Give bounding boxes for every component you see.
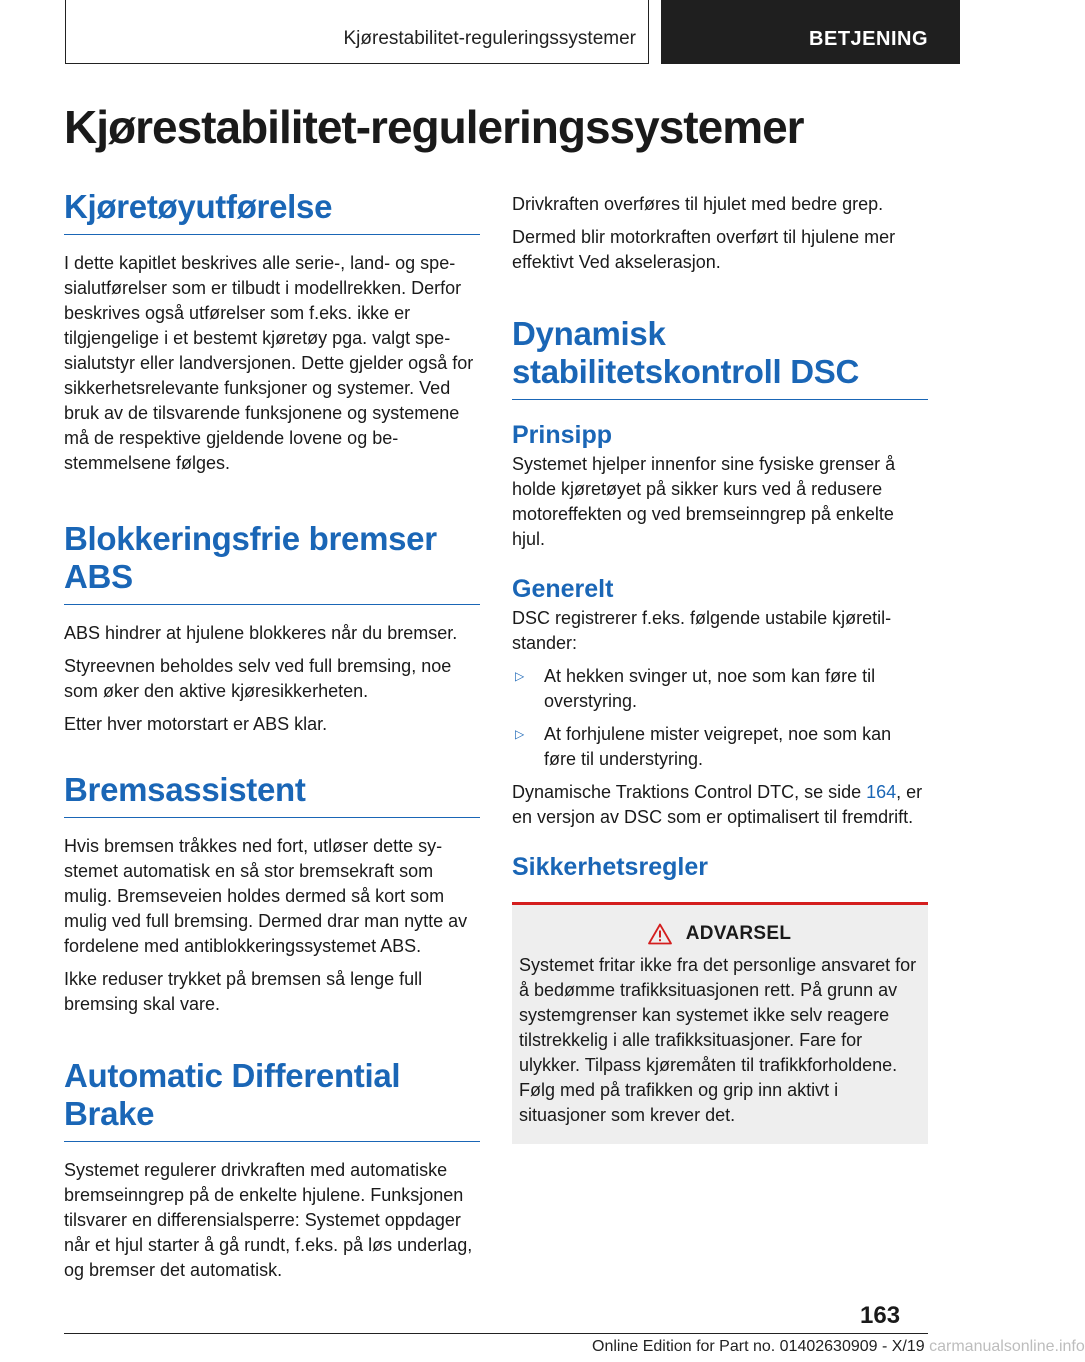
paragraph-traction-2: Dermed blir motorkraften overført til hjulene mer effektivt Ved akselerasjon. [512,227,896,272]
warning-triangle-icon [648,923,672,945]
heading-adb: Automatic Differential Brake [64,1057,480,1142]
heading-abs: Blokkeringsfrie bremser ABS [64,520,480,605]
page-link-164[interactable]: 164 [866,782,897,802]
heading-dsc: Dynamisk stabilitetskontroll DSC [512,315,928,400]
paragraph-vehicle-equipment: I dette kapitlet beskrives alle serie-, land- og spesialutførelser som er tilbudt i modellrekken. Derfor beskrives også utførelser som f.eks. ikke er tilgjengelige i et bestemt kjøretøy pga. valgt spesialutstyr eller landversjonen. Dette gjelder også for sikkerhetsrelevante funksjoner og systemer. Ved bruk av de tilsvarende funksjonene og systemene må de respektive gjeldende lovene og bestemmelsene følges. [64,253,474,473]
warning-title: ADVARSEL [685,923,792,944]
paragraph-brake-assist-1: Hvis bremsen tråkkes ned fort, utløser dette systemet automatisk en så stor bremsekraft som mulig. Bremseveien holdes dermed så kort som mulig ved full bremsing. Dermed drar man nytte av fordelene med antiblokkeringssystemet ABS. [64,836,468,956]
paragraph-abs-3: Etter hver motorstart er ABS klar. [64,714,328,734]
header-chapter-title: BETJENING [809,28,928,50]
paragraph-general: DSC registrerer f.eks. følgende ustabile kjøretilstander: [512,608,892,653]
footer-rule [64,1333,928,1334]
paragraph-dtc [512,780,928,830]
list-item [512,722,928,772]
paragraph-principle: Systemet hjelper innenfor sine fysiske grenser å holde kjøretøyet på sikker kurs ved å redusere motoreffekten og ved bremseinngrep på enkelte hjul. [512,454,896,549]
right-column [512,192,928,1144]
paragraph-adb: Systemet regulerer drivkraften med automatiske bremseinngrep på de enkelte hjulene. Funksjonen tilsvarer en differensialsperre: Systemet oppdager når et hjul starter å gå rundt, f.eks. på løs underlag, og bremser det automatisk. [64,1160,473,1280]
paragraph-abs-1: ABS hindrer at hjulene blokkeres når du bremser. [64,623,458,643]
header-section-title: Kjørestabilitet-reguleringssystemer [343,28,636,49]
page-title: Kjørestabilitet-reguleringssystemer [64,101,804,153]
list-item-text: At hekken svinger ut, noe som kan føre til overstyring. [544,666,876,711]
dtc-text-post: , er en versjon av DSC som er optimalisert til fremdrift. [512,782,923,827]
footer-edition [592,1338,1085,1356]
heading-vehicle-equipment: Kjøretøyutførelse [64,188,480,235]
header-section-box [65,0,649,64]
list-item [512,664,928,714]
warning-header [519,923,920,945]
warning-box [512,902,928,1144]
dtc-text-pre: Dynamische Traktions Control DTC, se side [512,782,867,802]
footer-brand-watermark: carmanualsonline.info [929,1338,1085,1355]
triangle-right-outline-icon: ▷ [515,727,525,741]
list-item-text: At forhjulene mister veigrepet, noe som kan føre til understyring. [544,724,892,769]
page-number: 163 [860,1302,901,1329]
paragraph-brake-assist-2: Ikke reduser trykket på bremsen så lenge full bremsing skal vare. [64,969,423,1014]
heading-safety-rules: Sikkerhetsregler [512,853,708,881]
heading-general: Generelt [512,575,614,603]
heading-principle: Prinsipp [512,421,613,449]
warning-text: Systemet fritar ikke fra det personlige ansvaret for å bedømme trafikksituasjonen rett. På grunn av systemgrenser kan systemet ikke selv reagere tilstrekkelig i alle trafikksituasjoner. Fare for ulykker. Tilpass kjøremåten til trafikkforholdene. Følg med på trafikken og grip inn aktivt i situasjoner som krever det. [519,955,917,1125]
triangle-right-outline-icon: ▷ [515,669,525,683]
heading-brake-assist: Bremsassistent [64,771,480,818]
header-chapter-box [661,0,960,64]
footer-edition-text: Online Edition for Part no. 01402630909 - X/19 [592,1338,925,1355]
paragraph-traction-1: Drivkraften overføres til hjulet med bedre grep. [512,194,884,214]
left-column [64,188,480,1283]
paragraph-abs-2: Styreevnen beholdes selv ved full bremsing, noe som øker den aktive kjøresikkerheten. [64,656,452,701]
